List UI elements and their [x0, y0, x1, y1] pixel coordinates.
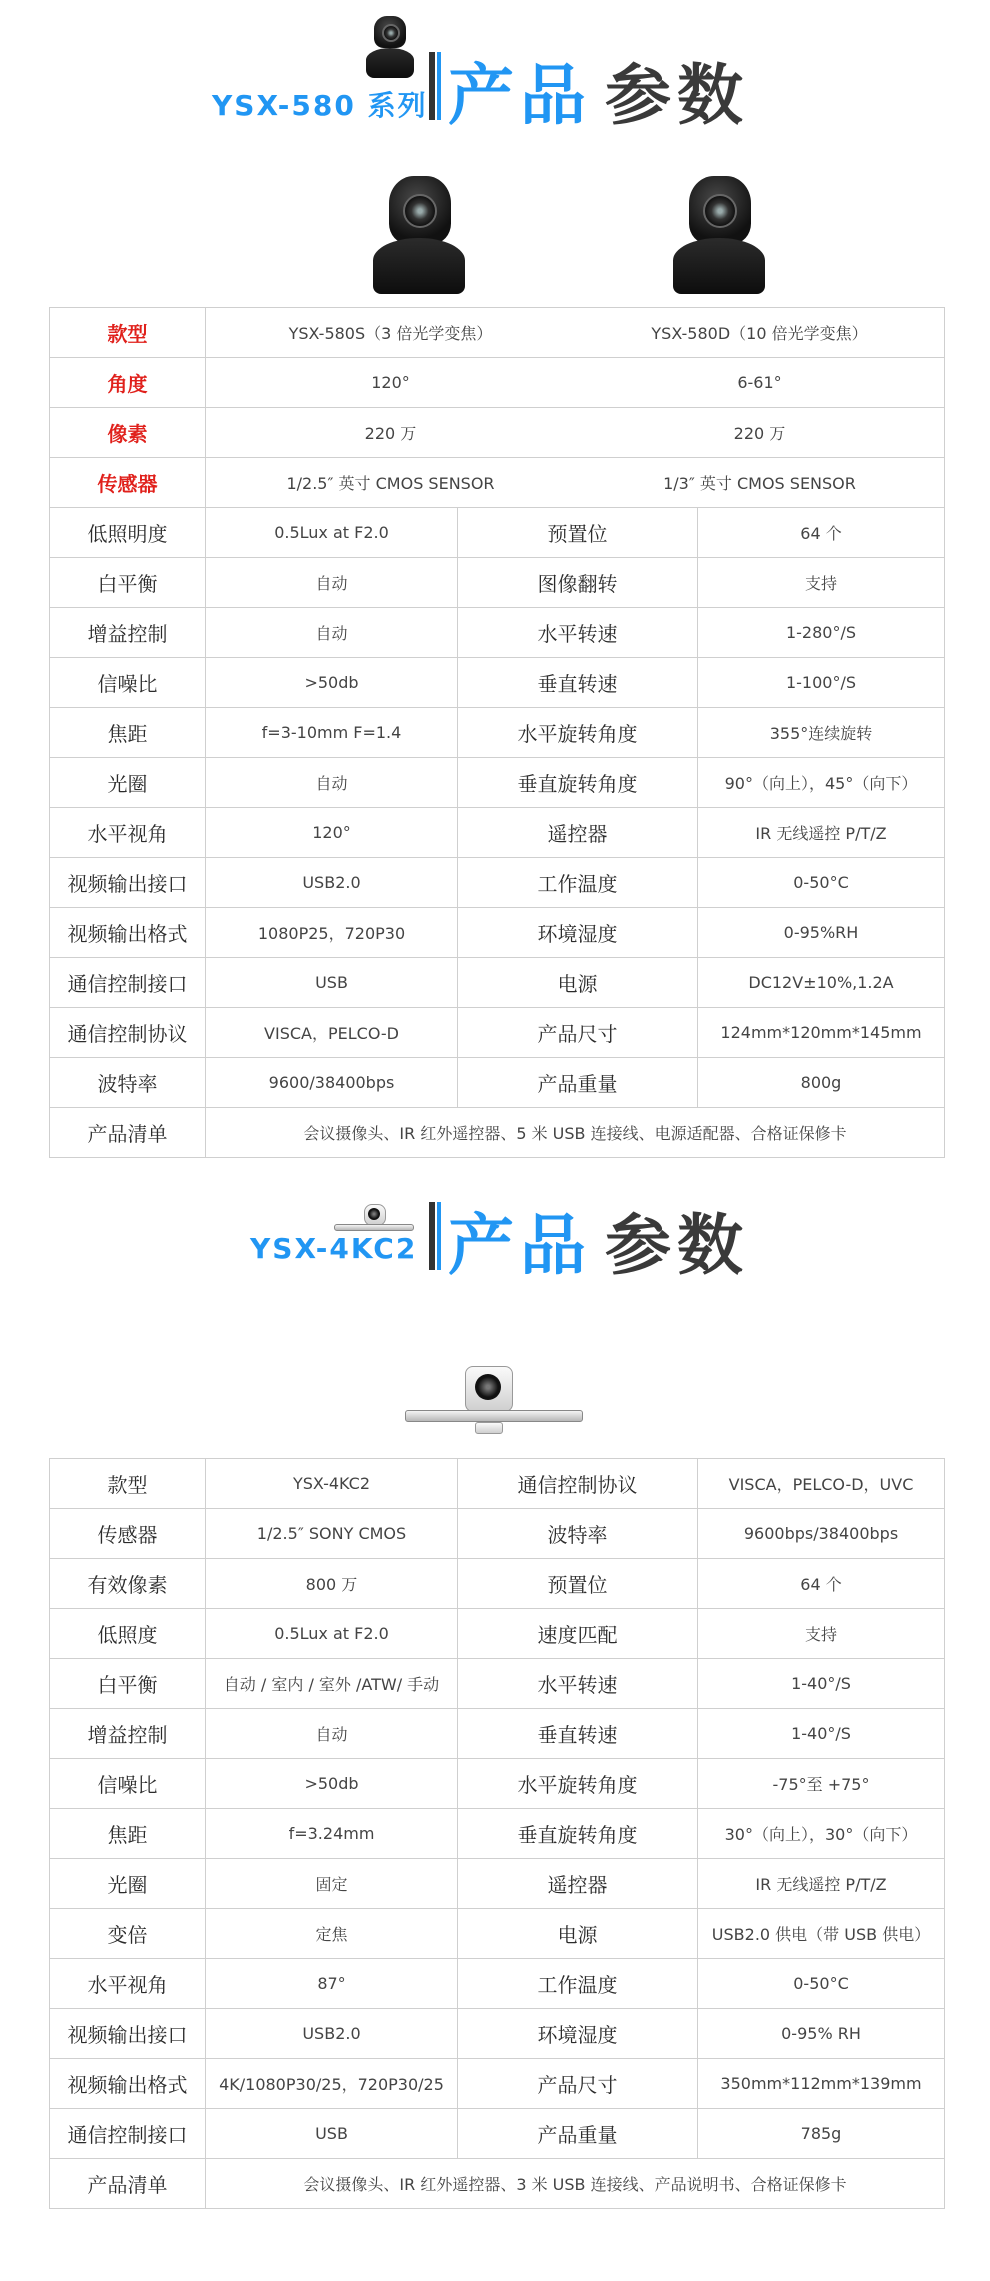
- table-row: [50, 1459, 945, 1509]
- title-divider: [429, 1202, 435, 1270]
- sensor-label: 传感器: [50, 458, 206, 508]
- row-key: 环境湿度: [458, 2009, 698, 2059]
- row-value: 4K/1080P30/25，720P30/25: [206, 2059, 458, 2109]
- table-row: [50, 1609, 945, 1659]
- title-divider-accent: [437, 1202, 441, 1270]
- row-key: 视频输出接口: [50, 2009, 206, 2059]
- row-value: 64 个: [698, 508, 945, 558]
- row-value: USB: [206, 2109, 458, 2159]
- model-label: 款型: [50, 308, 206, 358]
- row-value: 自动: [206, 608, 458, 658]
- table-row: [50, 1959, 945, 2009]
- row-key: 增益控制: [50, 1709, 206, 1759]
- table-row: [50, 1909, 945, 1959]
- row-key: 传感器: [50, 1509, 206, 1559]
- row-key: 水平转速: [458, 1659, 698, 1709]
- row-value: 9600/38400bps: [206, 1058, 458, 1108]
- row-key: 通信控制协议: [458, 1459, 698, 1509]
- model-value-580d: YSX-580D（10 倍光学变焦）: [651, 324, 868, 343]
- angle-value-580d: 6-61°: [737, 373, 782, 392]
- table-row: [50, 1559, 945, 1609]
- spec-table-580: [49, 307, 945, 1158]
- row-key: 遥控器: [458, 1859, 698, 1909]
- angle-values: [206, 358, 945, 408]
- row-value: YSX-4KC2: [206, 1459, 458, 1509]
- row-value: 自动: [206, 1709, 458, 1759]
- row-value: IR 无线遥控 P/T/Z: [698, 1859, 945, 1909]
- row-key: 水平视角: [50, 808, 206, 858]
- row-key: 产品重量: [458, 1058, 698, 1108]
- row-key: 波特率: [50, 1058, 206, 1108]
- row-key: 垂直转速: [458, 1709, 698, 1759]
- title-main: 参数: [605, 1207, 749, 1284]
- row-key: 波特率: [458, 1509, 698, 1559]
- row-key: 垂直转速: [458, 658, 698, 708]
- row-key: 产品尺寸: [458, 2059, 698, 2109]
- row-key: 工作温度: [458, 1959, 698, 2009]
- list-value: 会议摄像头、IR 红外遥控器、5 米 USB 连接线、电源适配器、合格证保修卡: [206, 1108, 945, 1158]
- row-value: 0-50°C: [698, 858, 945, 908]
- row-key: 光圈: [50, 1859, 206, 1909]
- title-main: 参数: [605, 57, 749, 134]
- row-key: 垂直旋转角度: [458, 1809, 698, 1859]
- row-key: 水平转速: [458, 608, 698, 658]
- row-value: 87°: [206, 1959, 458, 2009]
- table-row: [50, 308, 945, 358]
- row-value: 自动: [206, 758, 458, 808]
- camera-580d-image: [673, 176, 765, 296]
- row-value: 0.5Lux at F2.0: [206, 1609, 458, 1659]
- row-value: 0.5Lux at F2.0: [206, 508, 458, 558]
- camera-4kc2-image: [405, 1366, 585, 1436]
- row-value: 支持: [698, 1609, 945, 1659]
- row-value: 120°: [206, 808, 458, 858]
- row-value: 350mm*112mm*139mm: [698, 2059, 945, 2109]
- row-key: 焦距: [50, 1809, 206, 1859]
- table-row: [50, 808, 945, 858]
- row-value: 自动 / 室内 / 室外 /ATW/ 手动: [206, 1659, 458, 1709]
- row-value: 64 个: [698, 1559, 945, 1609]
- table-row: [50, 2109, 945, 2159]
- section1-header: [0, 0, 990, 134]
- row-key: 通信控制接口: [50, 958, 206, 1008]
- row-value: USB2.0: [206, 858, 458, 908]
- table-row: [50, 1659, 945, 1709]
- section2-header: [0, 1190, 990, 1320]
- row-value: 定焦: [206, 1909, 458, 1959]
- row-key: 电源: [458, 1909, 698, 1959]
- table-row: [50, 458, 945, 508]
- row-key: 视频输出格式: [50, 908, 206, 958]
- row-value: 785g: [698, 2109, 945, 2159]
- row-value: f=3.24mm: [206, 1809, 458, 1859]
- table-row: [50, 2009, 945, 2059]
- row-key: 水平旋转角度: [458, 1759, 698, 1809]
- row-value: DC12V±10%,1.2A: [698, 958, 945, 1008]
- row-key: 白平衡: [50, 1659, 206, 1709]
- table-row: [50, 1809, 945, 1859]
- table-row: [50, 708, 945, 758]
- pixel-values: [206, 408, 945, 458]
- table-row: [50, 1859, 945, 1909]
- camera-580s-image: [373, 176, 465, 296]
- model-value-580s: YSX-580S（3 倍光学变焦）: [288, 324, 493, 343]
- row-value: 0-95% RH: [698, 2009, 945, 2059]
- list-label: 产品清单: [50, 1108, 206, 1158]
- table-row: [50, 858, 945, 908]
- row-key: 工作温度: [458, 858, 698, 908]
- camera-icon: [362, 16, 418, 82]
- row-key: 电源: [458, 958, 698, 1008]
- row-key: 通信控制接口: [50, 2109, 206, 2159]
- row-value: 1-280°/S: [698, 608, 945, 658]
- row-key: 遥控器: [458, 808, 698, 858]
- pixel-label: 像素: [50, 408, 206, 458]
- table-row: [50, 958, 945, 1008]
- pixel-value-580s: 220 万: [364, 424, 417, 443]
- row-value: >50db: [206, 658, 458, 708]
- pixel-value-580d: 220 万: [733, 424, 786, 443]
- row-value: 支持: [698, 558, 945, 608]
- row-key: 低照度: [50, 1609, 206, 1659]
- row-key: 预置位: [458, 1559, 698, 1609]
- table-row: [50, 758, 945, 808]
- table-row: [50, 1709, 945, 1759]
- row-value: 800g: [698, 1058, 945, 1108]
- row-value: 124mm*120mm*145mm: [698, 1008, 945, 1058]
- table-row: [50, 2159, 945, 2209]
- table-row: [50, 1759, 945, 1809]
- row-key: 图像翻转: [458, 558, 698, 608]
- row-value: 0-95%RH: [698, 908, 945, 958]
- title-divider-accent: [437, 52, 441, 120]
- row-value: f=3-10mm F=1.4: [206, 708, 458, 758]
- row-key: 垂直旋转角度: [458, 758, 698, 808]
- row-key: 水平旋转角度: [458, 708, 698, 758]
- table-row: [50, 1108, 945, 1158]
- table-row: [50, 608, 945, 658]
- row-key: 产品尺寸: [458, 1008, 698, 1058]
- row-value: IR 无线遥控 P/T/Z: [698, 808, 945, 858]
- table-row: [50, 408, 945, 458]
- row-key: 视频输出格式: [50, 2059, 206, 2109]
- row-value: 1-40°/S: [698, 1659, 945, 1709]
- list-label: 产品清单: [50, 2159, 206, 2209]
- row-value: 1-100°/S: [698, 658, 945, 708]
- row-value: VISCA，PELCO-D: [206, 1008, 458, 1058]
- table-row: [50, 2059, 945, 2109]
- sensor-values: [206, 458, 945, 508]
- row-value: 800 万: [206, 1559, 458, 1609]
- row-key: 白平衡: [50, 558, 206, 608]
- row-value: >50db: [206, 1759, 458, 1809]
- sensor-value-580d: 1/3″ 英寸 CMOS SENSOR: [663, 474, 856, 493]
- row-value: 1/2.5″ SONY CMOS: [206, 1509, 458, 1559]
- row-key: 预置位: [458, 508, 698, 558]
- row-value: 9600bps/38400bps: [698, 1509, 945, 1559]
- table-row: [50, 558, 945, 608]
- row-value: 固定: [206, 1859, 458, 1909]
- row-key: 光圈: [50, 758, 206, 808]
- table-row: [50, 1008, 945, 1058]
- angle-label: 角度: [50, 358, 206, 408]
- row-key: 焦距: [50, 708, 206, 758]
- series-label: YSX-580 系列: [212, 89, 428, 122]
- row-value: 1-40°/S: [698, 1709, 945, 1759]
- row-key: 产品重量: [458, 2109, 698, 2159]
- list-value: 会议摄像头、IR 红外遥控器、3 米 USB 连接线、产品说明书、合格证保修卡: [206, 2159, 945, 2209]
- row-value: USB2.0 供电（带 USB 供电）: [698, 1909, 945, 1959]
- row-key: 视频输出接口: [50, 858, 206, 908]
- table-row: [50, 658, 945, 708]
- row-value: -75°至 +75°: [698, 1759, 945, 1809]
- row-key: 信噪比: [50, 1759, 206, 1809]
- row-key: 款型: [50, 1459, 206, 1509]
- row-key: 通信控制协议: [50, 1008, 206, 1058]
- row-value: USB2.0: [206, 2009, 458, 2059]
- row-value: 1080P25，720P30: [206, 908, 458, 958]
- row-value: 90°（向上），45°（向下）: [698, 758, 945, 808]
- title-highlight: 产品: [448, 57, 592, 134]
- series-label: YSX-4KC2: [250, 1232, 418, 1265]
- row-key: 水平视角: [50, 1959, 206, 2009]
- row-value: 355°连续旋转: [698, 708, 945, 758]
- spec-table-4kc2: [49, 1458, 945, 2209]
- table-row: [50, 1509, 945, 1559]
- row-value: 自动: [206, 558, 458, 608]
- row-value: USB: [206, 958, 458, 1008]
- row-key: 环境湿度: [458, 908, 698, 958]
- row-value: 0-50°C: [698, 1959, 945, 2009]
- table-row: [50, 908, 945, 958]
- row-key: 有效像素: [50, 1559, 206, 1609]
- row-key: 变倍: [50, 1909, 206, 1959]
- row-value: VISCA，PELCO-D，UVC: [698, 1459, 945, 1509]
- table-row: [50, 1058, 945, 1108]
- row-key: 速度匹配: [458, 1609, 698, 1659]
- title-divider: [429, 52, 435, 120]
- row-key: 增益控制: [50, 608, 206, 658]
- table-row: [50, 358, 945, 408]
- angle-value-580s: 120°: [371, 373, 410, 392]
- model-values: [206, 308, 945, 358]
- row-value: 30°（向上），30°（向下）: [698, 1809, 945, 1859]
- title-highlight: 产品: [448, 1207, 592, 1284]
- row-key: 低照明度: [50, 508, 206, 558]
- table-row: [50, 508, 945, 558]
- row-key: 信噪比: [50, 658, 206, 708]
- sensor-value-580s: 1/2.5″ 英寸 CMOS SENSOR: [286, 474, 495, 493]
